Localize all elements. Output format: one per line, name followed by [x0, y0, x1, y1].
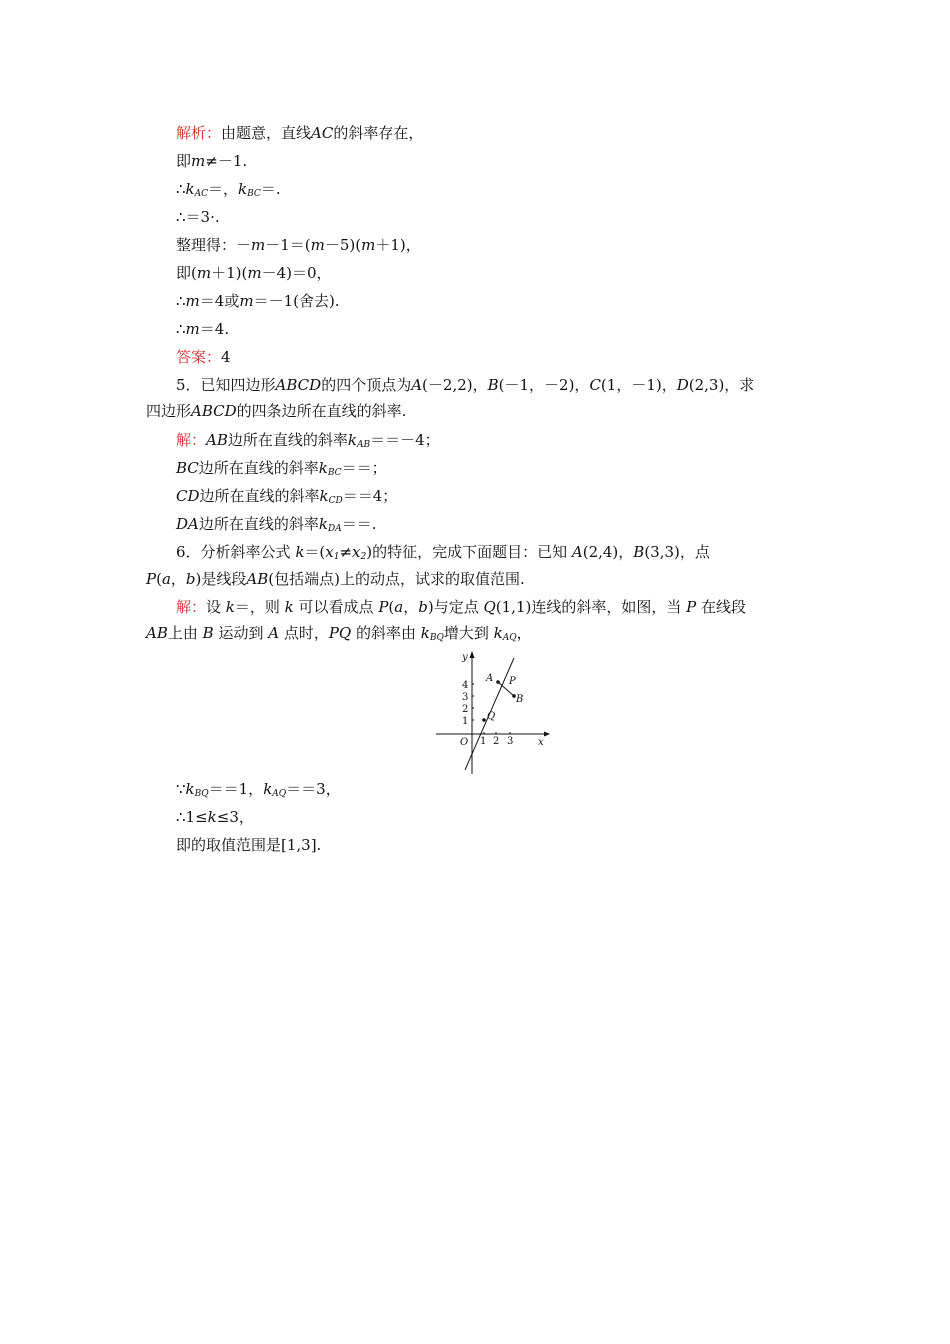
- q5-sol-line-1: 解：AB边所在直线的斜率$k_{AB}==-4$；: [176, 431, 440, 450]
- q4-line-1: [176, 124, 423, 142]
- point-q: [482, 718, 486, 722]
- y-tick-4: 4: [462, 680, 469, 691]
- q4-line-4: ∴＝3·.: [176, 208, 220, 226]
- q4-line-2: 即m≠－1.: [176, 152, 248, 170]
- q6-stem-line-1: 6．分析斜率公式 $k=(x_1\ne x_2)$的特征，完成下面题目：已知 A(2,4)，B(3,3)，点: [176, 543, 710, 562]
- answer-value: 4: [221, 348, 231, 366]
- solution-label-2: 解：: [176, 598, 207, 616]
- x-axis-arrow: [544, 732, 550, 737]
- x-tick-3: 3: [507, 736, 514, 747]
- y-tick-2: 2: [462, 704, 469, 715]
- y-tick-1: 1: [462, 716, 469, 727]
- point-a: [496, 680, 500, 684]
- q6-sol-line-1: 解：设 k＝，则 k 可以看成点 P(a，b)与定点 Q(1,1)连线的斜率，如图，当 P 在线段: [176, 598, 746, 616]
- analysis-label: 解析：: [176, 124, 222, 142]
- q4-line-5: 整理得：－m－1＝(m－5)(m＋1)，: [176, 236, 421, 254]
- q4-line-8: ∴m＝4.: [176, 320, 230, 338]
- q4-line-7: ∴m＝4或m＝－1(舍去).: [176, 292, 340, 310]
- x-tick-1: 1: [480, 736, 487, 747]
- q6-after-line-1: $\because k_{BQ}==1$，$k_{AQ}==3$，: [176, 780, 341, 799]
- q6-after-line-3: 即的取值范围是[1,3].: [176, 836, 322, 854]
- x-axis-label: x: [538, 737, 544, 748]
- q5-stem-line-1: 5．已知四边形ABCD的四个顶点为A(－2,2)，B(－1，－2)，C(1，－1)，D(2,3)，求: [176, 376, 755, 394]
- q6-sol-line-2: AB上由 B 运动到 A 点时，PQ 的斜率由 $k_{BQ}$增大到 $k_{AQ}$，: [146, 624, 532, 643]
- q5-stem-line-2: 四边形ABCD的四条边所在直线的斜率.: [146, 402, 407, 420]
- solution-label: 解：: [176, 431, 207, 449]
- point-a-label: A: [486, 673, 494, 684]
- point-b-label: B: [516, 694, 524, 705]
- q5-sol-line-2: BC边所在直线的斜率$k_{BC}==$；: [176, 459, 387, 478]
- y-axis-arrow: [470, 651, 475, 658]
- point-q-label: Q: [487, 711, 496, 722]
- y-axis-label: y: [462, 652, 468, 663]
- origin-label: O: [460, 737, 469, 748]
- q6-stem-line-2: P(a，b)是线段AB(包括端点)上的动点，试求的取值范围.: [146, 570, 525, 588]
- q6-after-line-2: ∴1≤k≤3，: [176, 808, 254, 826]
- q4-answer-line: [176, 348, 231, 366]
- q5-sol-line-3: CD边所在直线的斜率$k_{CD}==4$；: [176, 487, 398, 506]
- q4-line-3: $\therefore k_{AC}=$，$k_{BC}=$.: [176, 180, 281, 199]
- q5-sol-line-4: DA边所在直线的斜率$k_{DA}==$.: [176, 515, 377, 534]
- answer-label: 答案：: [176, 348, 222, 366]
- y-tick-3: 3: [462, 692, 469, 703]
- q4-text-1: 由题意，直线AC的斜率存在，: [221, 124, 424, 142]
- x-tick-2: 2: [493, 736, 500, 747]
- q4-line-6: 即(m＋1)(m－4)＝0，: [176, 264, 332, 282]
- coordinate-figure: [432, 646, 552, 776]
- point-p-label: P: [509, 676, 516, 687]
